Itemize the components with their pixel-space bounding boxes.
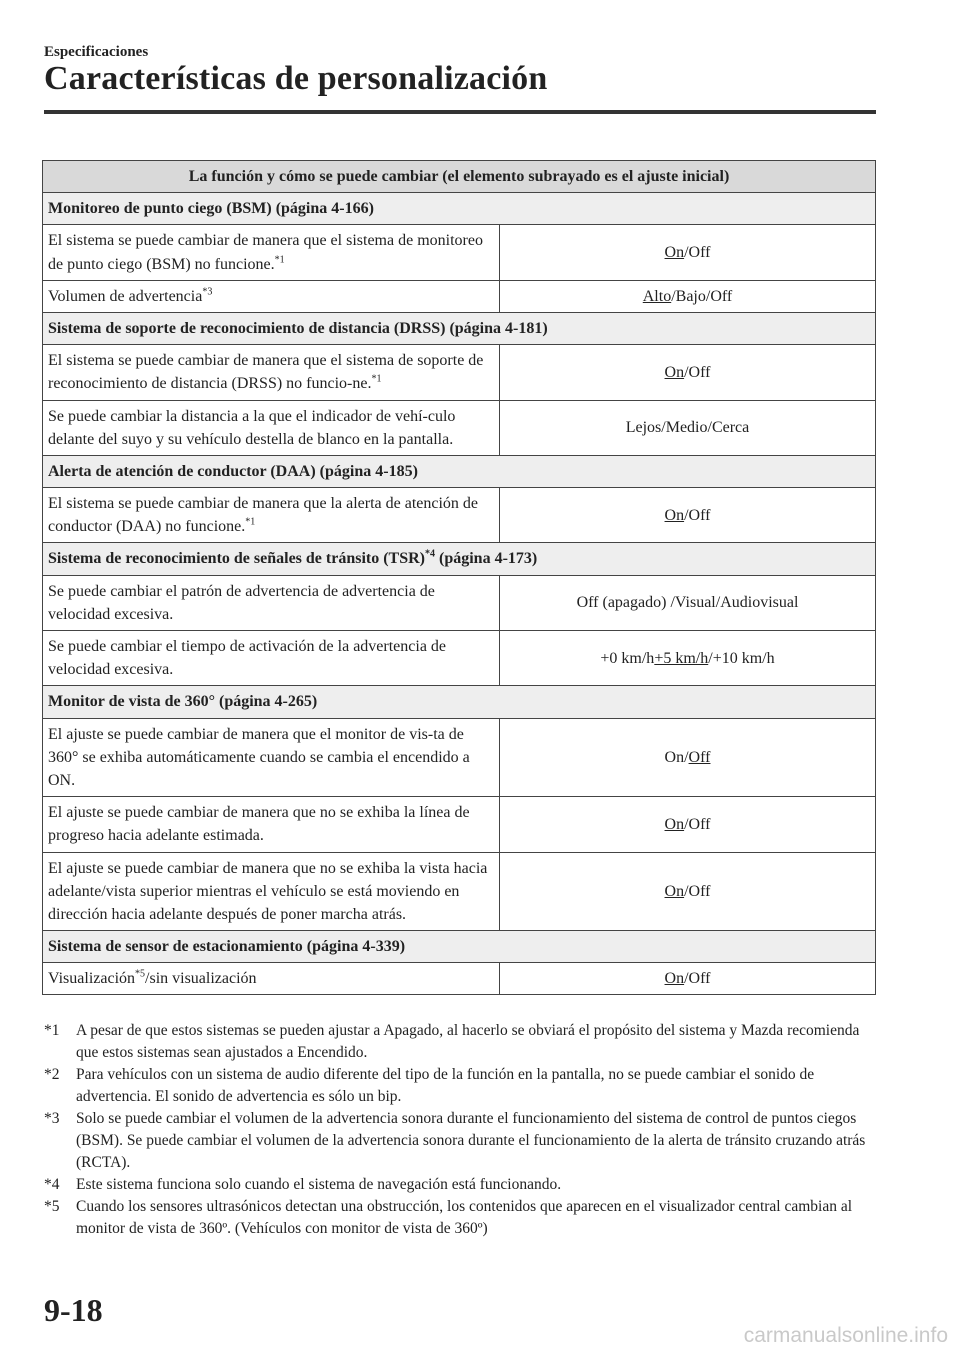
footnote-text: Para vehículos con un sistema de audio diferente del tipo de la función en la pantalla, no se puede cambiar el sonido de advertencia. El sonido de advertencia es sólo un bip. xyxy=(76,1066,815,1105)
footnote-mark: *1 xyxy=(44,1022,60,1039)
footnote-mark: *3 xyxy=(44,1110,60,1127)
setting-row xyxy=(43,797,876,852)
group-title xyxy=(43,931,876,963)
option: Off xyxy=(688,506,711,524)
setting-options: On/Off xyxy=(500,797,876,852)
default-option: Off xyxy=(688,748,711,766)
option: Medio xyxy=(665,419,708,437)
setting-description xyxy=(43,718,500,797)
option: Off xyxy=(688,970,711,988)
group-title xyxy=(43,686,876,718)
setting-options: On/Off xyxy=(500,488,876,543)
setting-description xyxy=(43,575,500,630)
watermark: carmanualsonline.info xyxy=(743,1324,948,1347)
setting-row xyxy=(43,852,876,931)
setting-row xyxy=(43,963,876,995)
group-title xyxy=(43,312,876,344)
default-option: On xyxy=(664,363,685,381)
setting-description-text: El ajuste se puede cambiar de manera que no se exhiba la línea de progreso hacia adelante estimada. xyxy=(48,804,470,845)
default-option: On xyxy=(664,882,685,900)
setting-options: On/Off xyxy=(500,718,876,797)
setting-options: On/Off xyxy=(500,852,876,931)
setting-description-text: Visualización xyxy=(48,970,136,988)
setting-row xyxy=(43,280,876,312)
setting-description-text: Se puede cambiar el patrón de advertencia de advertencia de velocidad excesiva. xyxy=(48,582,435,623)
setting-options: On/Off xyxy=(500,225,876,280)
setting-options: Alto/Bajo/Off xyxy=(500,280,876,312)
option: Off (apagado) xyxy=(576,594,671,612)
option: Off xyxy=(688,243,711,261)
setting-description xyxy=(43,963,500,995)
setting-description xyxy=(43,400,500,455)
option: Lejos xyxy=(625,419,662,437)
table-header: La función y cómo se puede cambiar (el elemento subrayado es el ajuste inicial) xyxy=(43,161,876,193)
group-title xyxy=(43,193,876,225)
page-number: 9-18 xyxy=(44,1292,103,1328)
setting-description-text: El sistema se puede cambiar de manera que el sistema de soporte de reconocimiento de distancia (DRSS) no funcio-ne. xyxy=(48,352,484,393)
footnote-text: Este sistema funciona solo cuando el sistema de navegación está funcionando. xyxy=(76,1176,562,1193)
setting-description xyxy=(43,631,500,686)
footnote-mark: *5 xyxy=(44,1198,60,1215)
setting-description-text: Se puede cambiar la distancia a la que el indicador de vehí-culo delante del suyo y su vehículo destella de blanco en la pantalla. xyxy=(48,407,456,448)
setting-description-text: El ajuste se puede cambiar de manera que el monitor de vis-ta de 360° se exhiba automáticamente cuando se cambia el encendido a ON. xyxy=(48,725,470,789)
group-title-text: Alerta de atención de conductor (DAA) (página 4-185) xyxy=(48,462,418,480)
default-option: On xyxy=(664,243,685,261)
group-row xyxy=(43,455,876,487)
default-option: Alto xyxy=(642,287,672,305)
group-title-text: Monitor de vista de 360° (página 4-265) xyxy=(48,693,318,711)
group-title-text: Sistema de reconocimiento de señales de tránsito (TSR) xyxy=(48,550,425,568)
footnote-text: Solo se puede cambiar el volumen de la advertencia sonora durante el funcionamiento del sistema de control de puntos ciegos (BSM). Se puede cambiar el volumen de la advertencia sonora durante el funcionamiento de la alerta de tránsito cruzando atrás (RCTA). xyxy=(76,1110,866,1171)
setting-options: Lejos/Medio/Cerca xyxy=(500,400,876,455)
setting-description xyxy=(43,345,500,400)
footnote-ref: *1 xyxy=(371,373,382,385)
group-title-text: Monitoreo de punto ciego (BSM) (página 4-166) xyxy=(48,200,374,218)
setting-options: Off (apagado) /Visual/Audiovisual xyxy=(500,575,876,630)
setting-description xyxy=(43,280,500,312)
setting-description-text: Volumen de advertencia xyxy=(48,287,203,305)
option: Off xyxy=(688,363,711,381)
customization-table xyxy=(42,160,876,995)
footnote-mark: *2 xyxy=(44,1066,60,1083)
footnote xyxy=(44,1064,876,1108)
setting-row xyxy=(43,575,876,630)
group-row xyxy=(43,193,876,225)
footnote xyxy=(44,1174,876,1196)
setting-description xyxy=(43,852,500,931)
page-title: Características de personalización xyxy=(44,60,548,97)
setting-row xyxy=(43,631,876,686)
setting-row xyxy=(43,400,876,455)
title-rule xyxy=(44,110,876,114)
setting-row xyxy=(43,345,876,400)
option: Bajo xyxy=(675,287,706,305)
option: Cerca xyxy=(711,419,750,437)
setting-description-text: El sistema se puede cambiar de manera que el sistema de monitoreo de punto ciego (BSM) no funcione. xyxy=(48,232,483,273)
group-row xyxy=(43,543,876,575)
group-row xyxy=(43,931,876,963)
setting-description-text: Se puede cambiar el tiempo de activación de la advertencia de velocidad excesiva. xyxy=(48,638,447,679)
footnotes xyxy=(44,1020,876,1240)
setting-description xyxy=(43,488,500,543)
group-row xyxy=(43,312,876,344)
table-header-row xyxy=(43,161,876,193)
footnote-ref: *4 xyxy=(425,549,435,561)
group-title-text: Sistema de sensor de estacionamiento (página 4-339) xyxy=(48,938,406,956)
default-option: On xyxy=(664,970,685,988)
option: Audiovisual xyxy=(720,594,799,612)
group-title-text: Sistema de soporte de reconocimiento de distancia (DRSS) (página 4-181) xyxy=(48,319,548,337)
setting-row xyxy=(43,488,876,543)
default-option: On xyxy=(664,815,685,833)
option: Off xyxy=(688,815,711,833)
setting-description xyxy=(43,797,500,852)
footnote xyxy=(44,1108,876,1174)
group-title xyxy=(43,543,876,575)
option: +0 km/h xyxy=(600,649,655,667)
setting-row xyxy=(43,225,876,280)
footnote-mark: *4 xyxy=(44,1176,60,1193)
setting-description-text: El ajuste se puede cambiar de manera que no se exhiba la vista hacia adelante/vista superior mientras el vehículo se está moviendo en dirección hacia adelante después de poner marcha atrás. xyxy=(48,859,488,923)
footnote-ref: *1 xyxy=(245,516,256,528)
footnote-ref: *1 xyxy=(274,254,285,266)
option: On xyxy=(664,748,685,766)
footnote-text: A pesar de que estos sistemas se pueden ajustar a Apagado, al hacerlo se obviará el propósito del sistema y Mazda recomienda que estos sistemas sean ajustados a Encendido. xyxy=(76,1022,860,1061)
setting-options: On/Off xyxy=(500,345,876,400)
setting-description-suffix: /sin visualización xyxy=(145,970,257,988)
default-option: +5 km/h xyxy=(654,649,709,667)
option: Off xyxy=(688,882,711,900)
group-row xyxy=(43,686,876,718)
footnote-ref: *3 xyxy=(202,286,213,298)
footnote-text: Cuando los sensores ultrasónicos detectan una obstrucción, los contenidos que aparecen en el visualizador central cambian al monitor de vista de 360º. (Vehículos con monitor de vista de 360º) xyxy=(76,1198,853,1237)
setting-options: +0 km/h+5 km/h/+10 km/h xyxy=(500,631,876,686)
group-title-suffix: (página 4-173) xyxy=(435,550,538,568)
footnote-ref: *5 xyxy=(135,968,146,980)
footnote xyxy=(44,1020,876,1064)
group-title xyxy=(43,455,876,487)
option: +10 km/h xyxy=(712,649,775,667)
option: Visual xyxy=(674,594,716,612)
setting-row xyxy=(43,718,876,797)
setting-options: On/Off xyxy=(500,963,876,995)
section-label: Especificaciones xyxy=(44,44,149,60)
footnote xyxy=(44,1196,876,1240)
default-option: On xyxy=(664,506,685,524)
setting-description xyxy=(43,225,500,280)
setting-description-text: El sistema se puede cambiar de manera que la alerta de atención de conductor (DAA) no funcione. xyxy=(48,495,479,536)
option: Off xyxy=(710,287,733,305)
